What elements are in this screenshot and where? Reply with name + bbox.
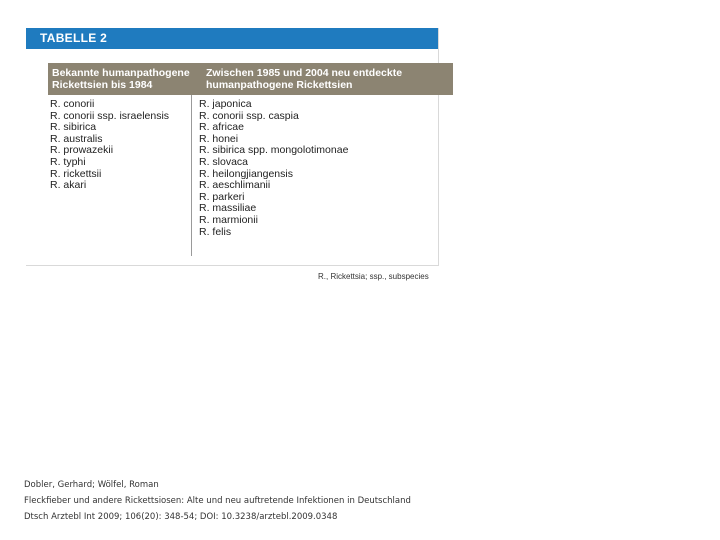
list-item: R. massiliae — [199, 202, 257, 215]
list-item: R. australis — [50, 132, 103, 145]
citation-authors: Dobler, Gerhard; Wölfel, Roman — [24, 480, 159, 490]
list-item: R. slovaca — [199, 155, 249, 168]
list-item: R. conorii ssp. caspia — [199, 109, 299, 122]
list-item: R. heilongjiangensis — [199, 167, 293, 180]
list-item: R. rickettsii — [50, 167, 102, 180]
column-header-new-line2: humanpathogene Rickettsien — [206, 79, 353, 91]
list-item: R. conorii — [50, 98, 95, 110]
column-header-new — [198, 63, 453, 95]
rickettsia-table — [26, 28, 439, 266]
citation-title: Fleckfieber und andere Rickettsiosen: Alte und neu auftretende Infektionen in Deutschland — [24, 496, 411, 506]
list-item: R. honei — [199, 132, 239, 145]
list-item: R. marmionii — [199, 213, 258, 226]
list-item: R. sibirica spp. mongolotimonae — [199, 144, 349, 157]
column-header-row — [48, 63, 453, 95]
table-title: TABELLE 2 — [26, 28, 438, 49]
list-item: R. japonica — [199, 98, 252, 110]
citation-source: Dtsch Arztebl Int 2009; 106(20): 348-54; DOI: 10.3238/arztebl.2009.0348 — [24, 512, 338, 522]
list-item: R. sibirica — [50, 121, 97, 134]
column-divider — [191, 95, 192, 256]
list-item: R. conorii ssp. israelensis — [50, 109, 170, 122]
list-item: R. akari — [50, 179, 87, 192]
column-header-known-line2: Rickettsien bis 1984 — [52, 79, 153, 91]
new-rickettsia-list — [199, 99, 348, 238]
list-item: R. aeschlimanii — [199, 179, 271, 192]
citation-block — [24, 477, 411, 525]
list-item: R. typhi — [50, 155, 86, 168]
list-item: R. parkeri — [199, 190, 245, 203]
column-header-known-line1: Bekannte humanpathogene — [52, 67, 190, 79]
column-header-known — [48, 63, 198, 95]
list-item: R. africae — [199, 121, 244, 134]
known-rickettsia-list — [50, 99, 169, 192]
column-header-new-line1: Zwischen 1985 und 2004 neu entdeckte — [206, 67, 403, 79]
table-footnote: R., Rickettsia; ssp., subspecies — [318, 272, 429, 281]
list-item: R. felis — [199, 225, 232, 238]
list-item: R. prowazekii — [50, 144, 114, 157]
